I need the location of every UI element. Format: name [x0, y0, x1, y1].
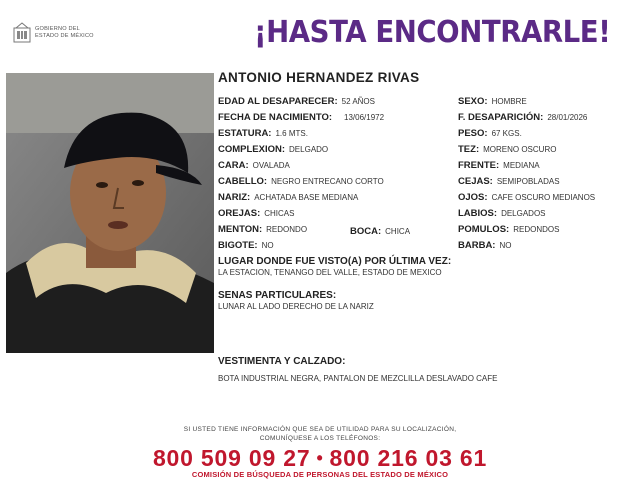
government-name — [35, 26, 94, 40]
field-value: 13/06/1972 — [344, 113, 385, 122]
field-label: TEZ: — [458, 144, 480, 155]
clothing-text: BOTA INDUSTRIAL NEGRA, PANTALON DE MEZCLILLA DESLAVADO CAFE — [218, 374, 498, 383]
field-orejas — [218, 208, 294, 220]
government-logo — [12, 22, 122, 46]
field-sexo — [458, 96, 527, 108]
field-label: LABIOS: — [458, 208, 498, 219]
commission-name: COMISIÓN DE BÚSQUEDA DE PERSONAS DEL ESTADO DE MÉXICO — [191, 470, 449, 479]
field-label: BARBA: — [458, 240, 496, 251]
field-label: CARA: — [218, 160, 249, 171]
field-cabello — [218, 176, 384, 188]
field-value: NEGRO ENTRECANO CORTO — [271, 177, 384, 186]
field-label: NARIZ: — [218, 192, 251, 203]
field-label: COMPLEXION: — [218, 144, 286, 155]
field-label: CEJAS: — [458, 176, 493, 187]
field-value: REDONDOS — [513, 225, 560, 234]
field-peso — [458, 128, 522, 140]
field-cejas — [458, 176, 560, 188]
field-value: NO — [261, 241, 274, 250]
field-value: 28/01/2026 — [547, 113, 588, 122]
field-menton — [218, 224, 307, 236]
field-boca — [350, 226, 410, 238]
field-value: CHICAS — [264, 209, 295, 218]
field-value: NO — [499, 241, 512, 250]
field-label: BIGOTE: — [218, 240, 258, 251]
missing-person-photo — [6, 73, 214, 353]
field-label: FECHA DE NACIMIENTO: — [218, 112, 332, 123]
person-name: ANTONIO HERNANDEZ RIVAS — [218, 70, 420, 85]
field-value: OVALADA — [252, 161, 290, 170]
field-label: EDAD AL DESAPARECER: — [218, 96, 338, 107]
field-label: CABELLO: — [218, 176, 268, 187]
field-bigote — [218, 240, 274, 252]
field-value: HOMBRE — [491, 97, 527, 106]
field-barba — [458, 240, 511, 252]
field-complexion — [218, 144, 328, 156]
field-label: BOCA: — [350, 226, 382, 237]
contact-note — [0, 425, 640, 443]
field-label: SEXO: — [458, 96, 488, 107]
field-label: OJOS: — [458, 192, 488, 203]
phone-number-2[interactable]: 800 216 03 61 — [329, 445, 488, 471]
field-estatura — [218, 128, 308, 140]
field-nariz — [218, 192, 358, 204]
field-value: 52 AÑOS — [341, 97, 375, 106]
phone-number-1[interactable]: 800 509 09 27 — [152, 445, 311, 471]
field-value: DELGADO — [289, 145, 329, 154]
field-value: CAFE OSCURO MEDIANOS — [491, 193, 596, 202]
last-seen-location: LA ESTACION, TENANGO DEL VALLE, ESTADO DE MEXICO — [218, 268, 442, 277]
field-value: 67 KGS. — [491, 129, 522, 138]
gov-line-1: GOBIERNO DEL — [35, 26, 80, 32]
field-value: CHICA — [385, 227, 411, 236]
marks-title: SENAS PARTICULARES: — [218, 290, 337, 301]
field-value: ACHATADA BASE MEDIANA — [254, 193, 359, 202]
field-value: 1.6 MTS. — [275, 129, 308, 138]
field-value: REDONDO — [266, 225, 308, 234]
field-label: FRENTE: — [458, 160, 500, 171]
field-ojos — [458, 192, 595, 204]
state-emblem-icon — [12, 22, 32, 44]
field-cara — [218, 160, 290, 172]
field-labios — [458, 208, 546, 220]
last-seen-title: LUGAR DONDE FUE VISTO(A) POR ÚLTIMA VEZ: — [218, 256, 452, 267]
headline: ¡HASTA ENCONTRARLE! — [254, 15, 611, 50]
gov-line-2: ESTADO DE MÉXICO — [35, 33, 94, 39]
field-tez — [458, 144, 556, 156]
clothing-title: VESTIMENTA Y CALZADO: — [218, 356, 346, 367]
field-label: OREJAS: — [218, 208, 261, 219]
phone-numbers — [0, 445, 640, 472]
phone-separator: • — [316, 448, 324, 468]
field-frente — [458, 160, 540, 172]
contact-note-line-2: COMUNÍQUESE A LOS TELÉFONOS: — [259, 435, 381, 442]
field-value: MEDIANA — [503, 161, 540, 170]
field-fecha-nacimiento — [218, 112, 384, 124]
field-value: SEMIPOBLADAS — [496, 177, 560, 186]
contact-note-line-1: SI USTED TIENE INFORMACIÓN QUE SEA DE UTILIDAD PARA SU LOCALIZACIÓN, — [183, 426, 457, 433]
field-label: ESTATURA: — [218, 128, 272, 139]
field-label: MENTON: — [218, 224, 263, 235]
marks-text: LUNAR AL LADO DERECHO DE LA NARIZ — [218, 302, 374, 311]
field-pomulos — [458, 224, 559, 236]
field-value: DELGADOS — [501, 209, 546, 218]
field-label: PESO: — [458, 128, 488, 139]
field-label: POMULOS: — [458, 224, 510, 235]
field-edad — [218, 96, 375, 108]
field-fecha-desaparicion — [458, 112, 587, 124]
field-label: F. DESAPARICIÓN: — [458, 112, 544, 123]
portrait-illustration-icon — [6, 73, 214, 353]
field-value: MORENO OSCURO — [483, 145, 557, 154]
